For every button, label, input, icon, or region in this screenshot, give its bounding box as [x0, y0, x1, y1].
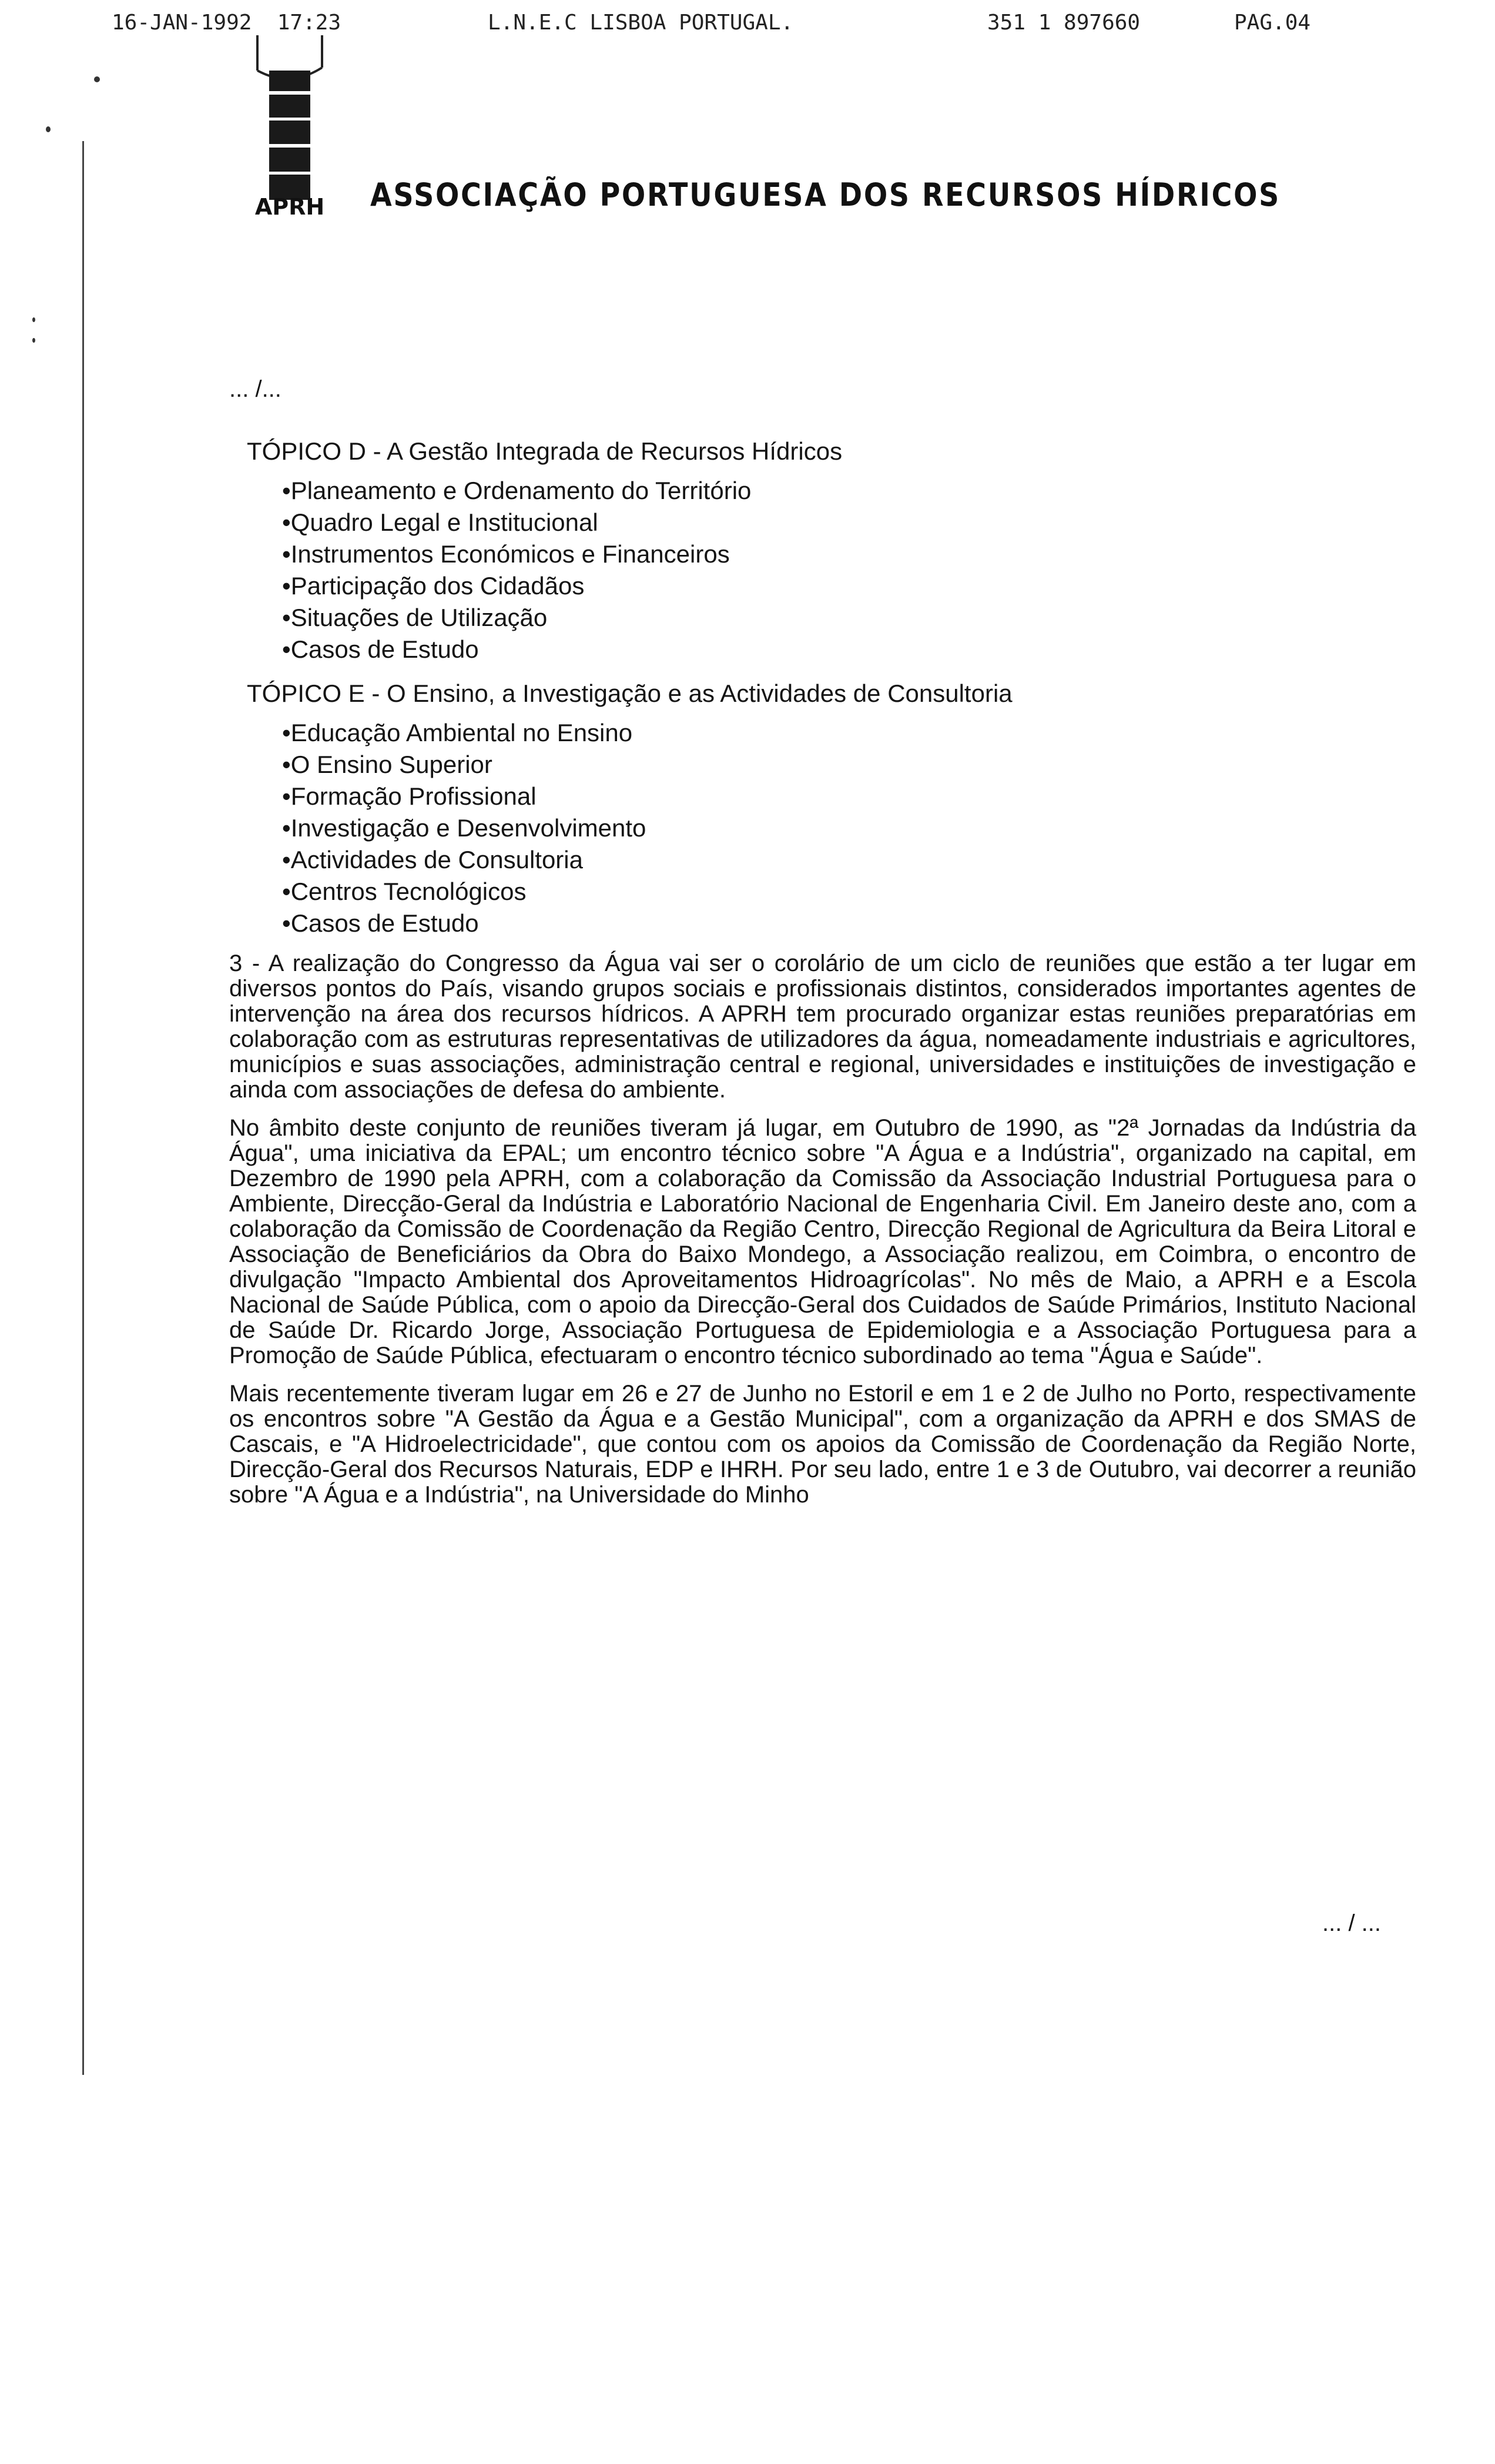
scan-margin-line — [82, 141, 84, 2075]
bullet-item: •Situações de Utilização — [282, 604, 548, 631]
body-paragraph: No âmbito deste conjunto de reuniões tiveram já lugar, em Outubro de 1990, as "2ª Jornadas da Indústria da Água", uma iniciativa da EPAL; um encontro técnico sobre "A Água e a Indústria", organizado na capital, em Dezembro de 1990 pela APRH, com a colaboração da Comissão da Associação Industrial Portuguesa para o Ambiente, Direcção-Geral da Indústria e Laboratório Nacional de Engenharia Civil. Em Janeiro deste ano, com a colaboração da Comissão de Coordenação da Região Centro, Direcção Regional de Agricultura da Beira Litoral e Associação de Beneficiários da Obra do Baixo Mondego, a Associação realizou, em Coimbra, o encontro de divulgação "Impacto Ambiental dos Aproveitamentos Hidroagrícolas". No mês de Maio, a APRH e a Escola Nacional de Saúde Pública, com o apoio da Direcção-Geral dos Cuidados de Saúde Primários, Instituto Nacional de Saúde Dr. Ricardo Jorge, Associação Portuguesa de Epidemiologia e a Associação Portuguesa para a Promoção de Saúde Pública, efectuaram o encontro técnico subordinado ao tema "Água e Saúde". — [229, 1115, 1416, 1368]
bullet-item: •Investigação e Desenvolvimento — [282, 814, 646, 842]
aprh-logo — [246, 35, 334, 217]
bullet-item: •Participação dos Cidadãos — [282, 572, 585, 600]
scan-speck — [32, 338, 35, 343]
scan-speck — [94, 76, 100, 82]
scan-speck — [46, 126, 51, 132]
topic-section — [229, 677, 1416, 939]
fax-sender: L.N.E.C LISBOA PORTUGAL. — [488, 11, 794, 35]
logo-text: APRH — [254, 194, 325, 217]
bullet-item: •Actividades de Consultoria — [282, 846, 583, 873]
topic-bullet-list — [282, 475, 1416, 665]
continuation-bottom: ... / ... — [1322, 1910, 1382, 1936]
bullet-item: •Formação Profissional — [282, 782, 537, 810]
bullet-item: •Casos de Estudo — [282, 635, 479, 663]
topic-title: TÓPICO E - O Ensino, a Investigação e as Actividades de Consultoria — [247, 679, 1013, 707]
fax-page-number: PAG.04 — [1234, 11, 1311, 35]
topic-section — [229, 435, 1416, 665]
bullet-item: •Planeamento e Ordenamento do Território — [282, 477, 752, 504]
bullet-item: •Quadro Legal e Institucional — [282, 508, 598, 536]
fax-datetime: 16-JAN-1992 17:23 — [112, 11, 341, 35]
bullet-item: •Centros Tecnológicos — [282, 878, 527, 905]
bullet-item: •Instrumentos Económicos e Financeiros — [282, 540, 730, 568]
organization-name: ASSOCIAÇÃO PORTUGUESA DOS RECURSOS HÍDRICOS — [370, 176, 1281, 213]
continuation-top: ... /... — [229, 376, 281, 402]
body-paragraph: Mais recentemente tiveram lugar em 26 e 27 de Junho no Estoril e em 1 e 2 de Julho no Porto, respectivamente os encontros sobre "A Gestão da Água e a Gestão Municipal", com a organização da APRH e dos SMAS de Cascais, e "A Hidroelectricidade", que contou com os apoios da Comissão de Coordenação da Região Norte, Direcção-Geral dos Recursos Naturais, EDP e IHRH. Por seu lado, entre 1 e 3 de Outubro, vai decorrer a reunião sobre "A Água e a Indústria", na Universidade do Minho — [229, 1381, 1416, 1508]
document-body — [229, 435, 1416, 1521]
bullet-item: •O Ensino Superior — [282, 751, 492, 778]
topic-title: TÓPICO D - A Gestão Integrada de Recursos Hídricos — [247, 437, 843, 465]
scan-speck — [32, 317, 35, 322]
fax-phone: 351 1 897660 — [987, 11, 1141, 35]
bullet-item: •Educação Ambiental no Ensino — [282, 719, 633, 746]
topic-bullet-list — [282, 717, 1416, 939]
fax-header — [0, 6, 1495, 41]
bullet-item: •Casos de Estudo — [282, 909, 479, 937]
body-paragraph: 3 - A realização do Congresso da Água vai ser o corolário de um ciclo de reuniões que estão a ter lugar em diversos pontos do País, visando grupos sociais e profissionais distintos, considerados importantes agentes de intervenção na área dos recursos hídricos. A APRH tem procurado organizar estas reuniões preparatórias em colaboração com as estruturas representativas de utilizadores da água, nomeadamente industriais e agricultores, municípios e suas associações, administração central e regional, universidades e instituições de investigação e ainda com associações de defesa do ambiente. — [229, 950, 1416, 1103]
